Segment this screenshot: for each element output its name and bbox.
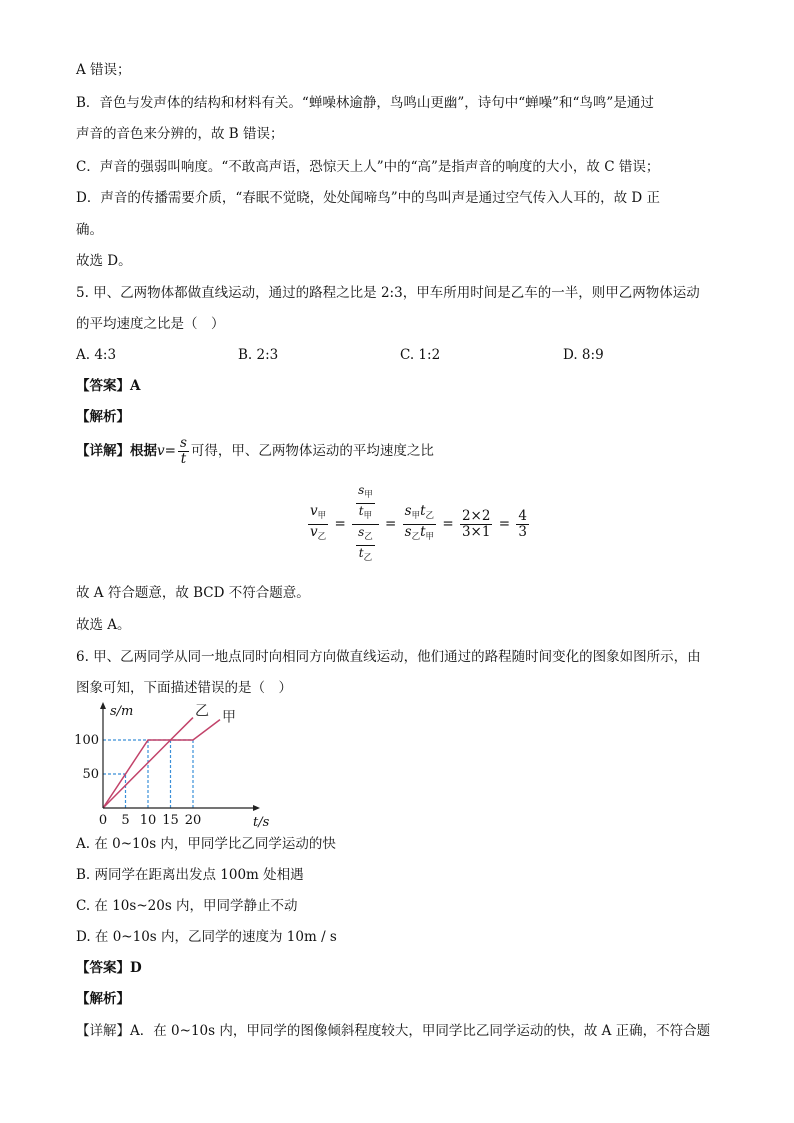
q6-option-c: C. 在 10s~20s 内，甲同学静止不动 [76,898,298,914]
series-line-jia [103,720,220,808]
text-line: C．声音的强弱叫响度。“不敢高声语，恐惊天上人”中的“高”是指声音的响度的大小，故 C 错误； [76,159,660,175]
q6-option-d: D. 在 0~10s 内，乙同学的速度为 10m / s [76,929,337,945]
series-label-yi: 乙 [195,703,209,720]
x-axis-label: t/s [253,815,270,830]
x-axis-arrow [253,805,260,811]
q5-conclusion2: 故选 A。 [76,617,131,633]
q6-stem-line1: 6. 甲、乙两同学从同一地点同时向相同方向做直线运动，他们通过的路程随时间变化的图象如图所示，由 [76,649,701,665]
text-line: 确。 [76,222,103,238]
q5-option-a: A. 4:3 [76,347,117,363]
x-tick-label: 15 [162,813,179,828]
q5-stem-line2: 的平均速度之比是（ ） [76,316,225,332]
detail-suffix: 可得，甲、乙两物体运动的平均速度之比 [190,443,434,459]
formula-t: t [180,451,187,467]
q5-answer: 【答案】A [76,378,141,394]
q5-conclusion1: 故 A 符合题意，故 BCD 不符合题意。 [76,585,310,601]
q6-analysis-label: 【解析】 [76,991,130,1007]
q5-detail [76,436,434,467]
q5-stem-line1: 5. 甲、乙两物体都做直线运动，通过的路程之比是 2:3，甲车所用时间是乙车的一半，则甲乙两物体运动 [76,285,700,301]
text-line: 故选 D。 [76,253,132,269]
formula-fraction [178,436,189,467]
q5-option-b: B. 2:3 [238,347,279,363]
q6-answer: 【答案】D [76,960,142,976]
x-tick-label: 20 [184,813,202,828]
formula-eq: = [164,443,176,459]
y-tick-label: 50 [82,767,99,782]
q5-option-d: D. 8:9 [563,347,604,363]
result-den: 3 [518,524,527,540]
q6-option-a: A. 在 0~10s 内，甲同学比乙同学运动的快 [76,836,336,852]
series-label-jia: 甲 [222,709,236,726]
y-axis-label: s/m [110,704,134,719]
q5-option-c: C. 1:2 [400,347,441,363]
q5-analysis-label: 【解析】 [76,409,130,425]
formula-s: s [179,435,187,451]
q6-option-b: B. 两同学在距离出发点 100m 处相遇 [76,867,304,883]
q6-detail: 【详解】A．在 0~10s 内，甲同学的图像倾斜程度较大，甲同学比乙同学运动的快，故 A 正确，不符合题 [76,1023,711,1039]
x-tick-label: 10 [139,813,157,828]
num-expr: 2×2 [461,508,491,524]
q6-stem-line2: 图象可知，下面描述错误的是（ ） [76,680,292,696]
result-num: 4 [518,508,527,524]
distance-time-chart [74,700,278,830]
y-tick-label: 100 [74,733,99,748]
x-tick-label: 0 [98,813,108,828]
text-line: D．声音的传播需要介质，“春眠不觉晓，处处闻啼鸟”中的鸟叫声是通过空气传入人耳的，故 D 正 [76,190,661,206]
text-line: B．音色与发声体的结构和材料有关。“蝉噪林逾静，鸟鸣山更幽”，诗句中“蝉噪”和“鸟鸣”是通过 [76,95,654,111]
series-line-yi [103,718,193,808]
y-axis-arrow [100,702,106,709]
detail-prefix: 【详解】根据 [76,443,157,459]
formula-v: v [157,443,165,459]
x-tick-label: 5 [121,813,130,828]
text-line: 声音的音色来分辨的，故 B 错误； [76,126,284,142]
den-expr: 3×1 [461,524,491,540]
speed-ratio-formula: $\frac{v_甲}{v_乙}$ = $\frac{\frac{s_甲}{t_甲}}{\frac{s_乙}{t_乙}}$ = $\frac{s_甲t_乙}{s_乙t_甲}$ = $\frac{2\times 2}{3\times 1}$ = $\frac{4}{3}$ [310,483,527,563]
text-line: A 错误； [76,62,131,78]
